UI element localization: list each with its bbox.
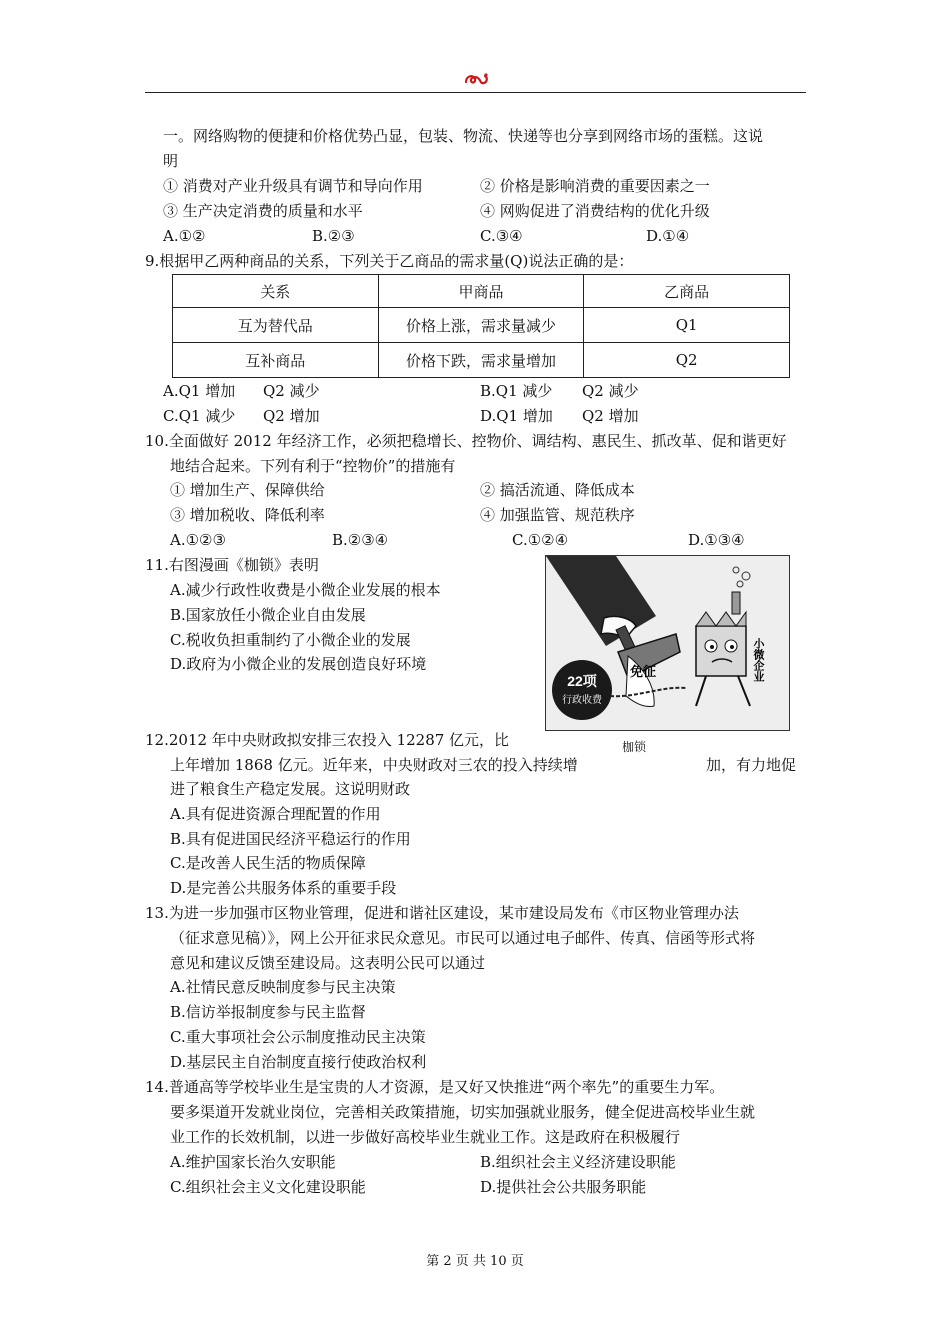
table-header-cell: 乙商品 [584, 275, 790, 308]
q11-option-a[interactable]: A.减少行政性收费是小微企业发展的根本 [170, 581, 441, 599]
q10-stem-line1: 10.全面做好 2012 年经济工作，必须把稳增长、控物价、调结构、惠民生、抓改革、促和谐更好 [145, 432, 787, 450]
q9-option-b-part2: Q2 减少 [582, 382, 639, 400]
q8-stem-line2: 明 [163, 152, 179, 170]
q13-stem-line2: （征求意见稿）》，网上公开征求民众意见。市民可以通过电子邮件、传真、信函等形式将 [170, 929, 756, 947]
table-header-row [173, 275, 790, 308]
q13-option-c[interactable]: C.重大事项社会公示制度推动民主决策 [170, 1028, 426, 1046]
cartoon-caption: 枷锁 [622, 740, 647, 754]
hammer-text: 免征 [630, 664, 657, 679]
q8-option-c[interactable]: C.③④ [480, 227, 523, 245]
q9-option-a[interactable] [163, 381, 235, 401]
q12-stem-line3: 进了粮食生产稳定发展。这说明财政 [170, 780, 411, 798]
q10-option-c[interactable]: C.①②④ [512, 531, 569, 549]
q8-option-d[interactable]: D.①④ [646, 227, 690, 245]
table-header-cell: 关系 [173, 275, 379, 308]
q12-option-d[interactable]: D.是完善公共服务体系的重要手段 [170, 879, 397, 897]
page-footer: 第 2 页 共 10 页 [426, 1254, 524, 1269]
q8-stem-line1: 一。网络购物的便捷和价格优势凸显，包装、物流、快递等也分享到网络市场的蛋糕。这说 [163, 127, 764, 145]
q14-option-b[interactable]: B.组织社会主义经济建设职能 [480, 1153, 676, 1171]
q9-option-d[interactable]: D.Q1 增加 [480, 407, 553, 425]
q10-item-2: ② 搞活流通、降低成本 [480, 481, 635, 499]
q11-option-c[interactable]: C.税收负担重制约了小微企业的发展 [170, 631, 411, 649]
q12-option-b[interactable]: B.具有促进国民经济平稳运行的作用 [170, 830, 411, 848]
q14-option-a[interactable]: A.维护国家长治久安职能 [170, 1153, 336, 1171]
q9-option-b[interactable]: B.Q1 减少 [480, 382, 553, 400]
table-row [173, 308, 790, 343]
q8-item-2: ② 价格是影响消费的重要因素之一 [480, 177, 710, 195]
tag-line1: 22项 [567, 673, 597, 689]
table-cell: 互为替代品 [173, 308, 379, 343]
table-header-cell: 甲商品 [378, 275, 584, 308]
q10-stem-line2: 地结合起来。下列有利于“控物价”的措施有 [170, 457, 456, 475]
q13-option-a[interactable]: A.社情民意反映制度参与民主决策 [170, 978, 396, 996]
q11-stem: 11.右图漫画《枷锁》表明 [145, 556, 319, 574]
q14-stem-line3: 业工作的长效机制，以进一步做好高校毕业生就业工作。这是政府在积极履行 [170, 1128, 681, 1146]
q14-stem-line2: 要多渠道开发就业岗位，完善相关政策措施，切实加强就业服务，健全促进高校毕业生就 [170, 1103, 756, 1121]
q12-stem-line2a: 上年增加 1868 亿元。近年来，中央财政对三农的投入持续增 [170, 756, 578, 774]
q8-item-4: ④ 网购促进了消费结构的优化升级 [480, 202, 710, 220]
q14-stem-line1: 14.普通高等学校毕业生是宝贵的人才资源，是又好又快推进“两个率先”的重要生力军。 [145, 1078, 725, 1096]
q10-item-4: ④ 加强监管、规范秩序 [480, 506, 635, 524]
header-rule [145, 92, 806, 93]
q10-option-b[interactable]: B.②③④ [332, 531, 389, 549]
table-cell: 互补商品 [173, 343, 379, 378]
q13-option-b[interactable]: B.信访举报制度参与民主监督 [170, 1003, 366, 1021]
q12-option-a[interactable]: A.具有促进资源合理配置的作用 [170, 805, 381, 823]
q9-option-a-part1: A.Q1 增加 [163, 382, 236, 400]
q10-item-1: ① 增加生产、保障供给 [170, 481, 325, 499]
q9-stem: 9.根据甲乙两种商品的关系，下列关于乙商品的需求量(Q)说法正确的是： [145, 252, 634, 270]
q8-item-1: ① 消费对产业升级具有调节和导向作用 [163, 177, 423, 195]
relation-table [172, 274, 790, 378]
q13-stem-line3: 意见和建议反馈至建设局。这表明公民可以通过 [170, 954, 486, 972]
q9-option-c[interactable]: C.Q1 减少 [163, 407, 236, 425]
red-swirl-logo-icon [463, 70, 491, 88]
company-text: 小微企业 [752, 638, 764, 682]
q12-option-c[interactable]: C.是改善人民生活的物质保障 [170, 854, 366, 872]
q11-option-b[interactable]: B.国家放任小微企业自由发展 [170, 606, 366, 624]
q12-stem-line2b: 加，有力地促 [706, 756, 797, 774]
q9-option-d-part2: Q2 增加 [582, 407, 639, 425]
q11-option-d[interactable]: D.政府为小微企业的发展创造良好环境 [170, 655, 427, 673]
q10-option-d[interactable]: D.①③④ [688, 531, 745, 549]
q10-option-a[interactable]: A.①②③ [170, 531, 226, 549]
shackles-cartoon [545, 555, 790, 731]
q12-stem-line1: 12.2012 年中央财政拟安排三农投入 12287 亿元，比 [145, 731, 510, 749]
q9-option-a-part2: Q2 减少 [263, 382, 320, 400]
table-cell: Q1 [584, 308, 790, 343]
table-cell: 价格下跌，需求量增加 [378, 343, 584, 378]
q13-option-d[interactable]: D.基层民主自治制度直接行使政治权利 [170, 1053, 427, 1071]
cartoon-drawing [546, 556, 789, 730]
q10-item-3: ③ 增加税收、降低利率 [170, 506, 325, 524]
q8-item-3: ③ 生产决定消费的质量和水平 [163, 202, 363, 220]
q8-option-a[interactable]: A.①② [163, 227, 206, 245]
q13-stem-line1: 13.为进一步加强市区物业管理，促进和谐社区建设，某市建设局发布《市区物业管理办法 [145, 904, 739, 922]
table-cell: 价格上涨，需求量减少 [378, 308, 584, 343]
q14-option-c[interactable]: C.组织社会主义文化建设职能 [170, 1178, 366, 1196]
tag-line2: 行政收费 [562, 695, 602, 706]
table-row [173, 343, 790, 378]
table-cell: Q2 [584, 343, 790, 378]
q14-option-d[interactable]: D.提供社会公共服务职能 [480, 1178, 647, 1196]
q8-option-b[interactable]: B.②③ [312, 227, 355, 245]
q9-option-c-part2: Q2 增加 [263, 407, 320, 425]
